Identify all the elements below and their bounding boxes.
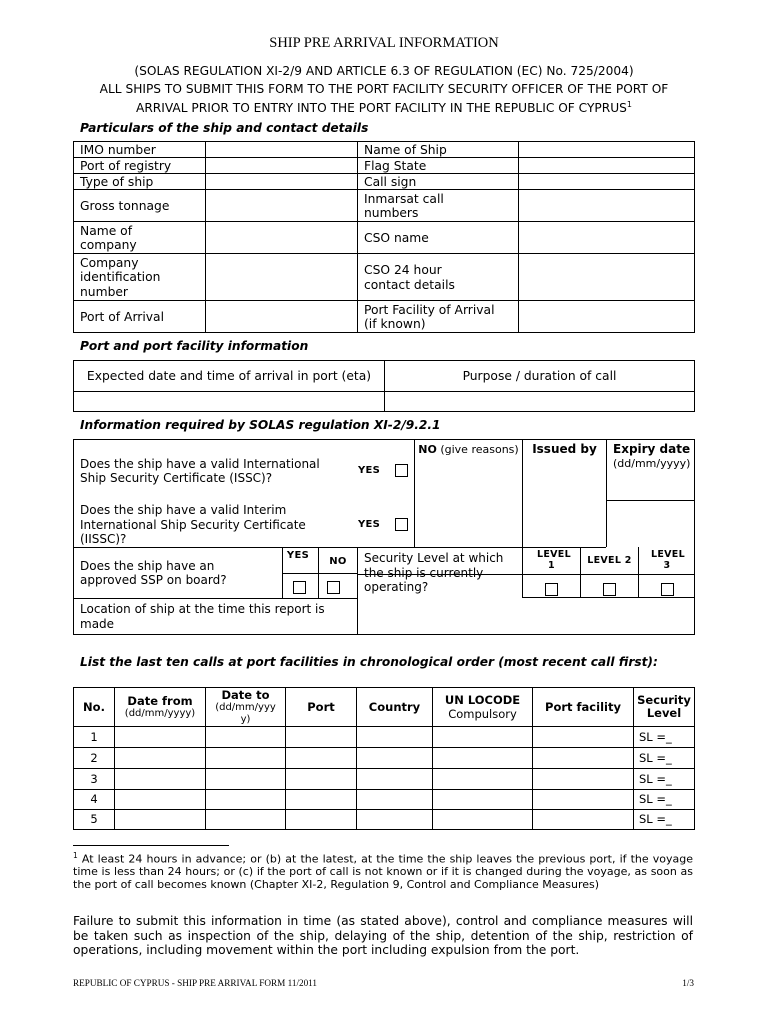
iissc-yes-label: YES xyxy=(358,519,381,530)
row-input-cell[interactable] xyxy=(533,727,633,747)
port-info-heading: Port and port facility information xyxy=(80,339,309,353)
row-input-cell[interactable] xyxy=(286,769,356,789)
row-input-cell[interactable] xyxy=(533,748,633,768)
label-cso-name: CSO name xyxy=(364,230,429,245)
row-input-cell[interactable] xyxy=(357,748,432,768)
input-call-sign[interactable] xyxy=(519,174,694,190)
expiry-date-header: Expiry date (dd/mm/yyyy) xyxy=(613,442,691,470)
label-type-of-ship: Type of ship xyxy=(80,174,154,189)
input-purpose-duration[interactable] xyxy=(385,392,694,411)
particulars-heading: Particulars of the ship and contact details xyxy=(80,121,369,135)
label-port-of-registry: Port of registry xyxy=(80,158,172,173)
label-company-id-number: Company identification number xyxy=(80,255,161,299)
iissc-yes-checkbox[interactable] xyxy=(395,518,408,531)
row-input-cell[interactable] xyxy=(206,790,285,809)
row-input-cell[interactable] xyxy=(286,790,356,809)
ssp-yes-checkbox[interactable] xyxy=(293,581,306,594)
row-input-cell[interactable] xyxy=(206,810,285,829)
row-input-cell[interactable] xyxy=(357,790,432,809)
row-input-cell[interactable] xyxy=(357,727,432,747)
row-input-cell[interactable] xyxy=(357,769,432,789)
footnote: $^1$ At least 24 hours in advance; or (b) at the latest, at the time the ship leaves the previous port, if the voyage time is less than 24 hours; or (c) if the port of call is not known or if it is changed during the voyage, as soon as the port of call becomes known (Chapter XI-2, Regulation 9, Control and Compliance Measures) xyxy=(73,851,694,891)
footer-page-number: 1/3 xyxy=(682,978,694,988)
ssp-no-label: NO xyxy=(329,556,347,567)
input-cso-name[interactable] xyxy=(519,222,694,254)
row-input-cell[interactable] xyxy=(115,748,205,768)
col-no: No. xyxy=(83,699,105,714)
level-2-checkbox[interactable] xyxy=(603,583,616,596)
issued-by-header: Issued by xyxy=(532,442,597,456)
label-call-sign: Call sign xyxy=(364,174,417,189)
input-port-of-arrival[interactable] xyxy=(206,301,357,333)
label-eta: Expected date and time of arrival in port (eta) xyxy=(86,368,372,383)
label-name-of-ship: Name of Ship xyxy=(364,142,447,157)
ssp-question: Does the ship have an approved SSP on board? xyxy=(80,558,227,587)
row-input-cell[interactable] xyxy=(433,769,532,789)
row-input-cell[interactable] xyxy=(206,748,285,768)
label-cso-24-hour-contact: CSO 24 hour contact details xyxy=(364,263,455,292)
input-port-of-registry[interactable] xyxy=(206,158,357,174)
col-date-to: Date to (dd/mm/yyyy) xyxy=(215,687,276,726)
row-number: 4 xyxy=(90,792,98,807)
iissc-question: Does the ship have a valid Interim International Ship Security Certificate (IISSC)? xyxy=(80,503,306,547)
ssp-yes-label: YES xyxy=(286,550,310,561)
col-port: Port xyxy=(307,699,335,714)
row-input-cell[interactable] xyxy=(286,727,356,747)
input-name-of-company[interactable] xyxy=(206,222,357,254)
row-input-cell[interactable] xyxy=(286,748,356,768)
calls-heading: List the last ten calls at port facilities in chronological order (most recent call first): xyxy=(80,655,658,669)
solas-heading: Information required by SOLAS regulation XI-2/9.2.1 xyxy=(80,418,441,432)
row-number: 3 xyxy=(90,771,98,786)
label-gross-tonnage: Gross tonnage xyxy=(80,198,170,213)
issc-yes-checkbox[interactable] xyxy=(395,464,408,477)
row-input-cell[interactable] xyxy=(533,790,633,809)
input-name-of-ship[interactable] xyxy=(519,142,694,158)
row-input-cell[interactable] xyxy=(433,790,532,809)
security-level-question: Security Level at which the ship is currently operating? xyxy=(364,551,504,595)
row-input-cell[interactable] xyxy=(433,727,532,747)
label-flag-state: Flag State xyxy=(364,158,427,173)
input-inmarsat-call-numbers[interactable] xyxy=(519,190,694,222)
row-number: 2 xyxy=(90,750,98,765)
issc-question: Does the ship have a valid International Ship Security Certificate (ISSC)? xyxy=(80,456,320,485)
label-name-of-company: Name of company xyxy=(80,223,137,252)
issc-yes-label: YES xyxy=(358,465,381,476)
footer-form-id: REPUBLIC OF CYPRUS - SHIP PRE ARRIVAL FORM 11/2011 xyxy=(73,978,318,988)
row-security-level[interactable]: SL =_ xyxy=(639,771,672,786)
input-eta[interactable] xyxy=(74,392,384,411)
label-inmarsat-call-numbers: Inmarsat call numbers xyxy=(364,191,444,220)
failure-notice: Failure to submit this information in time (as stated above), control and compliance measures will be taken such as inspection of the ship, delaying of the ship, detention of the ship, restriction of operations, including movement within the port including expulsion from the port. xyxy=(73,914,693,957)
input-location[interactable] xyxy=(358,599,694,634)
page-title: SHIP PRE ARRIVAL INFORMATION xyxy=(269,35,499,51)
level-1-checkbox[interactable] xyxy=(545,583,558,596)
row-security-level[interactable]: SL =_ xyxy=(639,729,672,744)
label-purpose-duration: Purpose / duration of call xyxy=(462,368,617,383)
location-label: Location of ship at the time this report is made xyxy=(80,602,325,631)
regulation-reference: (SOLAS REGULATION XI-2/9 AND ARTICLE 6.3 OF REGULATION (EC) No. 725/2004) xyxy=(134,64,634,78)
row-input-cell[interactable] xyxy=(115,790,205,809)
row-input-cell[interactable] xyxy=(115,727,205,747)
input-type-of-ship[interactable] xyxy=(206,174,357,190)
level-3-label: LEVEL 3 xyxy=(651,549,685,571)
level-3-checkbox[interactable] xyxy=(661,583,674,596)
input-cso-24-hour-contact[interactable] xyxy=(519,254,694,301)
row-input-cell[interactable] xyxy=(115,769,205,789)
ssp-no-checkbox[interactable] xyxy=(327,581,340,594)
label-imo-number: IMO number xyxy=(80,142,156,157)
row-input-cell[interactable] xyxy=(433,748,532,768)
row-input-cell[interactable] xyxy=(533,769,633,789)
instruction-line-1: ALL SHIPS TO SUBMIT THIS FORM TO THE PORT FACILITY SECURITY OFFICER OF THE PORT OF xyxy=(99,82,669,96)
row-number: 1 xyxy=(90,729,98,744)
level-2-label: LEVEL 2 xyxy=(587,555,632,566)
row-security-level[interactable]: SL =_ xyxy=(639,750,672,765)
row-number: 5 xyxy=(90,812,98,827)
row-input-cell[interactable] xyxy=(206,769,285,789)
input-flag-state[interactable] xyxy=(519,158,694,174)
row-security-level[interactable]: SL =_ xyxy=(639,792,672,807)
row-input-cell[interactable] xyxy=(206,727,285,747)
row-security-level[interactable]: SL =_ xyxy=(639,812,672,827)
col-security-level: Security Level xyxy=(637,693,691,720)
input-gross-tonnage[interactable] xyxy=(206,190,357,222)
col-un-locode: UN LOCODE Compulsory xyxy=(444,692,521,721)
label-port-facility-of-arrival: Port Facility of Arrival (if known) xyxy=(364,302,495,331)
label-port-of-arrival: Port of Arrival xyxy=(80,309,165,324)
col-date-from: Date from (dd/mm/yyyy) xyxy=(124,693,196,720)
row-input-cell[interactable] xyxy=(433,810,532,829)
row-input-cell[interactable] xyxy=(115,810,205,829)
input-port-facility-of-arrival[interactable] xyxy=(519,301,694,333)
level-1-label: LEVEL 1 xyxy=(537,549,571,571)
no-give-reasons-header: NO (give reasons) xyxy=(418,443,519,456)
input-imo-number[interactable] xyxy=(206,142,357,158)
row-input-cell[interactable] xyxy=(357,810,432,829)
col-port-facility: Port facility xyxy=(545,699,621,714)
row-input-cell[interactable] xyxy=(533,810,633,829)
input-company-id-number[interactable] xyxy=(206,254,357,301)
row-input-cell[interactable] xyxy=(286,810,356,829)
instruction-line-2: ARRIVAL PRIOR TO ENTRY INTO THE PORT FACILITY IN THE REPUBLIC OF CYPRUS$^1$ xyxy=(136,100,632,116)
col-country: Country xyxy=(368,699,421,714)
